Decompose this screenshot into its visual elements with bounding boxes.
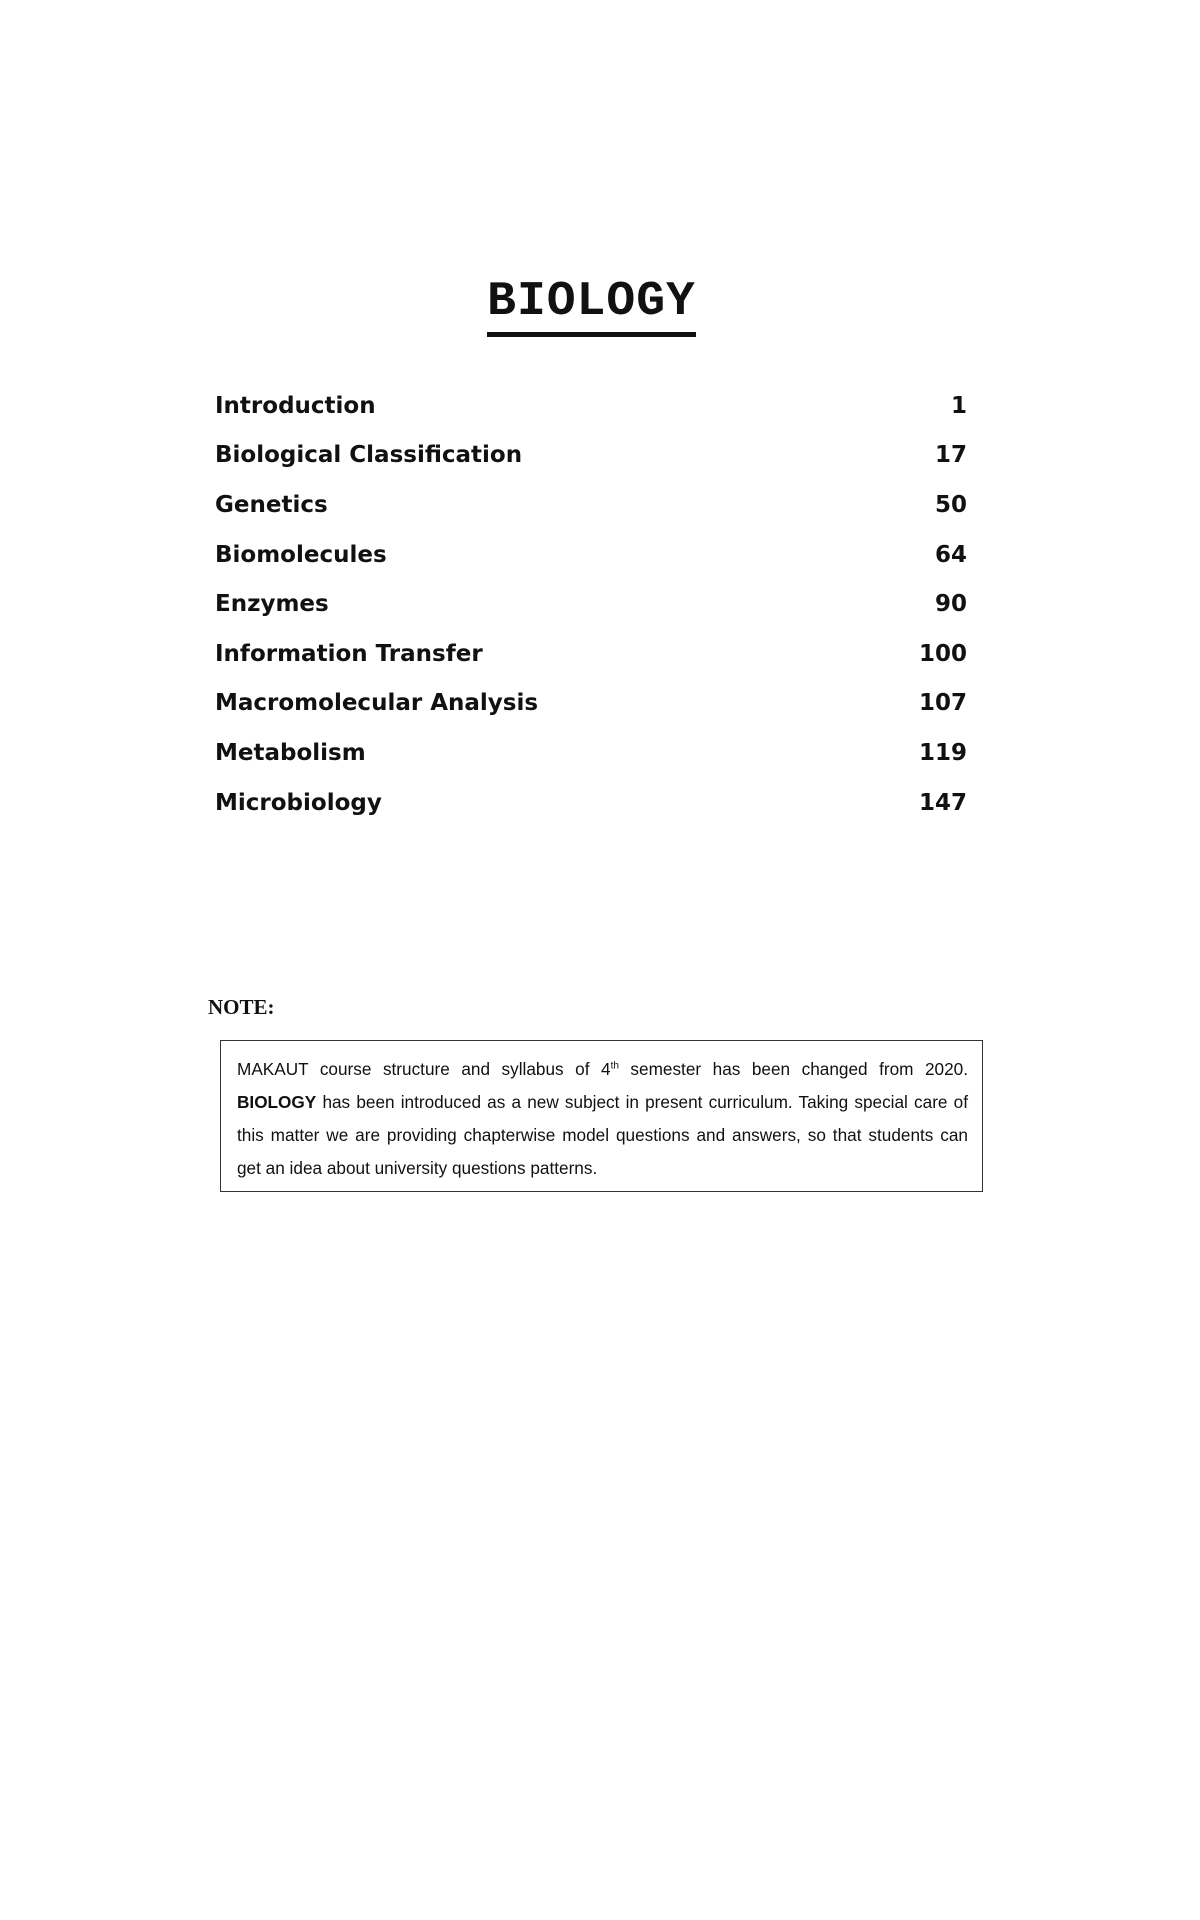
document-title	[0, 275, 1183, 337]
toc-entry	[215, 579, 967, 629]
toc-page-number: 1	[950, 392, 967, 419]
note-text-part2: semester has been changed from 2020.	[618, 1059, 968, 1079]
toc-chapter-title: Biomolecules	[215, 541, 387, 568]
toc-entry	[215, 530, 967, 580]
note-text-part3: has been introduced as a new subject in present curriculum. Taking special care of this matter we are providing chapterwise model questions and answers, so that students can get an idea about university questions patterns.	[237, 1092, 968, 1178]
note-paragraph	[237, 1053, 968, 1185]
toc-chapter-title: Biological Classification	[215, 442, 523, 469]
toc-page-number: 147	[918, 789, 967, 816]
toc-entry	[215, 480, 967, 530]
toc-entry	[215, 728, 967, 778]
toc-entry	[215, 431, 967, 481]
toc-page-number: 107	[918, 690, 967, 717]
toc-chapter-title: Introduction	[215, 392, 376, 419]
toc-chapter-title: Genetics	[215, 491, 328, 518]
toc-page-number: 100	[918, 640, 967, 667]
toc-chapter-title: Information Transfer	[215, 640, 483, 667]
document-title-text: BIOLOGY	[487, 278, 696, 337]
note-text-part1: MAKAUT course structure and syllabus of 4	[237, 1059, 611, 1079]
toc-page-number: 50	[934, 491, 967, 518]
note-superscript: th	[610, 1060, 619, 1072]
toc-page-number: 119	[918, 739, 967, 766]
note-label: NOTE:	[208, 995, 275, 1019]
toc-chapter-title: Macromolecular Analysis	[215, 690, 539, 717]
toc-entry	[215, 381, 967, 431]
toc-entry	[215, 778, 967, 828]
toc-page-number: 17	[934, 442, 967, 469]
note-box	[220, 1040, 983, 1192]
note-bold-word: BIOLOGY	[237, 1092, 317, 1112]
toc-chapter-title: Microbiology	[215, 789, 382, 816]
table-of-contents	[215, 381, 967, 827]
toc-chapter-title: Enzymes	[215, 591, 329, 618]
toc-entry	[215, 629, 967, 679]
toc-page-number: 90	[934, 591, 967, 618]
toc-entry	[215, 679, 967, 729]
toc-chapter-title: Metabolism	[215, 739, 366, 766]
toc-page-number: 64	[934, 541, 967, 568]
